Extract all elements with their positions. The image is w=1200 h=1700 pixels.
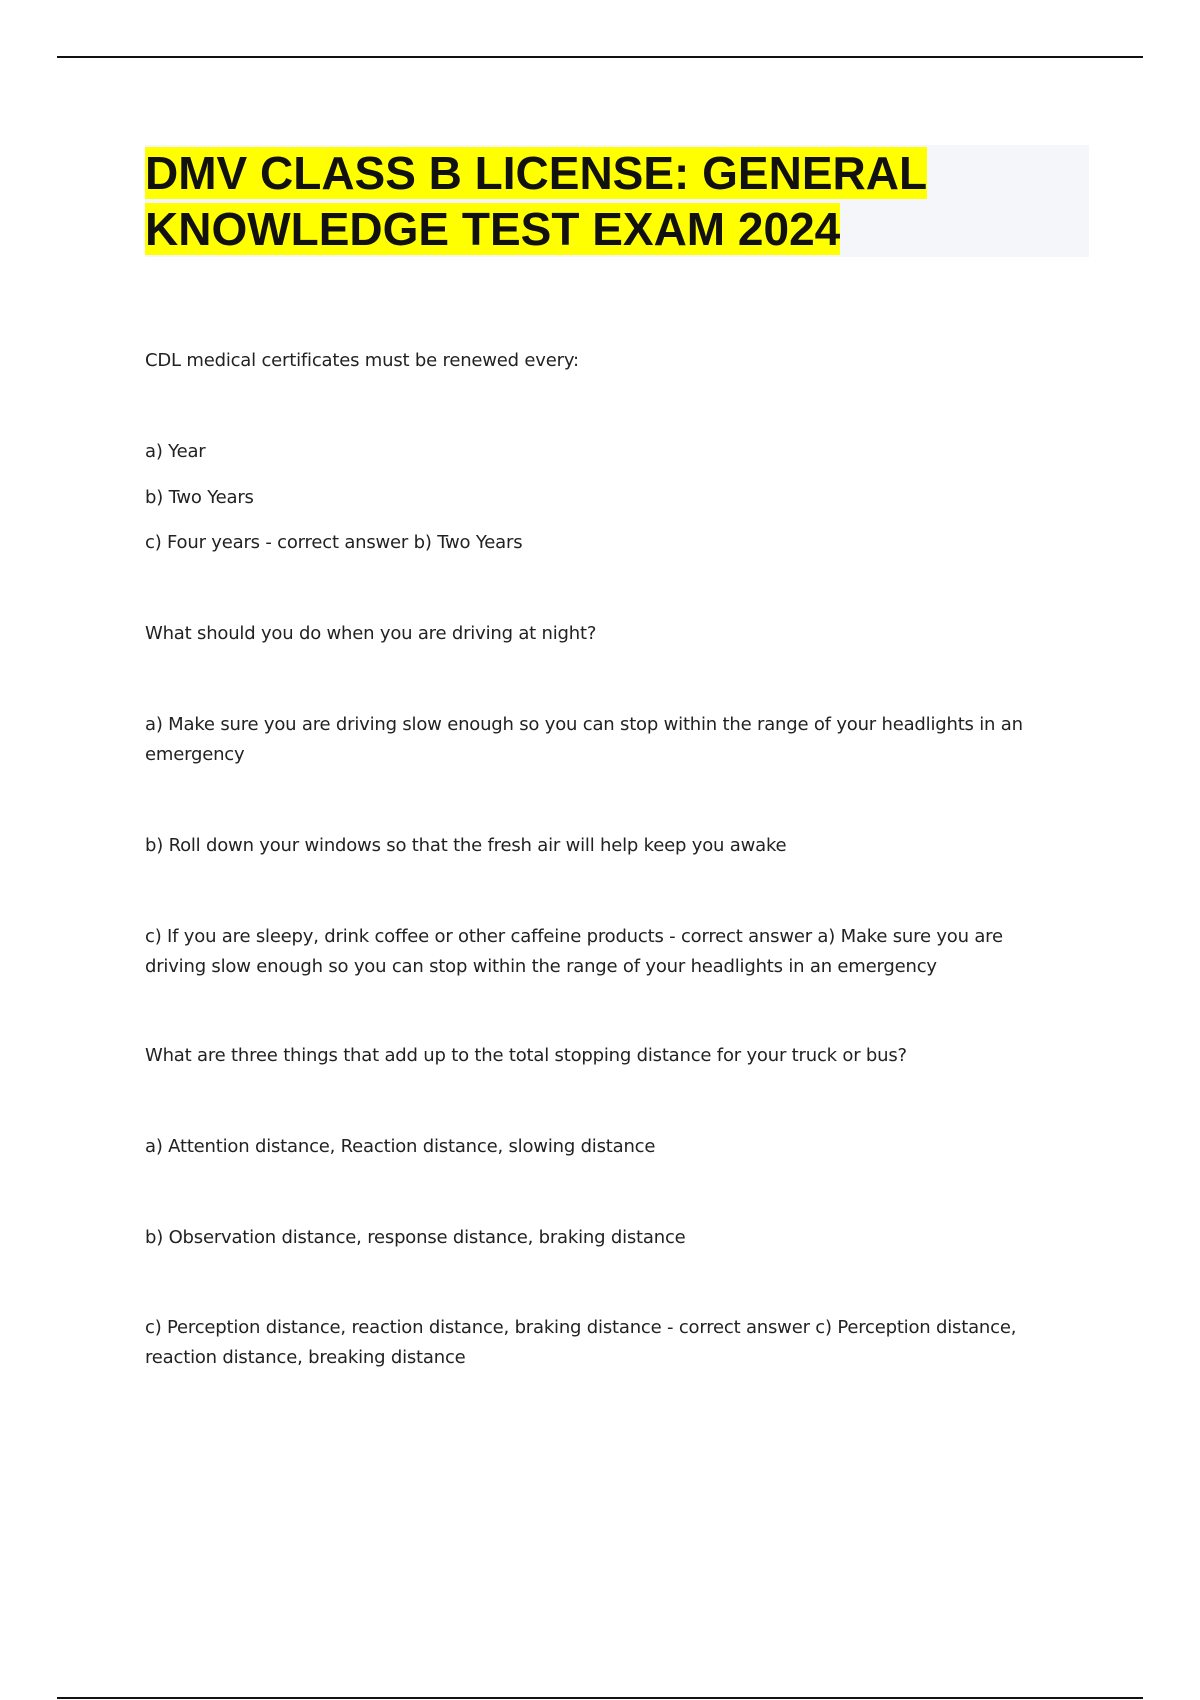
document-title — [145, 145, 1089, 257]
title-highlight: DMV CLASS B LICENSE: GENERAL KNOWLEDGE TEST EXAM 2024 — [145, 147, 928, 255]
question-3-option-a: a) Attention distance, Reaction distance, slowing distance — [145, 1136, 656, 1157]
question-3-option-c: c) Perception distance, reaction distance, braking distance - correct answer c) Perception distance, reaction distance, breaking distance — [145, 1317, 1017, 1368]
title-block — [145, 145, 1089, 257]
question-2-option-c: c) If you are sleepy, drink coffee or other caffeine products - correct answer a) Make sure you are driving slow enough so you can stop within the range of your headlights in an emergency — [145, 926, 1003, 977]
question-2-option-b: b) Roll down your windows so that the fresh air will help keep you awake — [145, 835, 787, 856]
question-1-option-c: c) Four years - correct answer b) Two Years — [145, 532, 523, 553]
question-1-option-a: a) Year — [145, 441, 206, 462]
question-3-option-b: b) Observation distance, response distance, braking distance — [145, 1227, 686, 1248]
question-1: CDL medical certificates must be renewed every: — [145, 350, 579, 371]
question-2: What should you do when you are driving at night? — [145, 623, 597, 644]
question-2-option-a: a) Make sure you are driving slow enough so you can stop within the range of your headlights in an emergency — [145, 714, 1023, 765]
footer-rule — [57, 1697, 1143, 1699]
question-3: What are three things that add up to the total stopping distance for your truck or bus? — [145, 1045, 907, 1066]
header-rule — [57, 56, 1143, 58]
question-1-option-b: b) Two Years — [145, 487, 254, 508]
